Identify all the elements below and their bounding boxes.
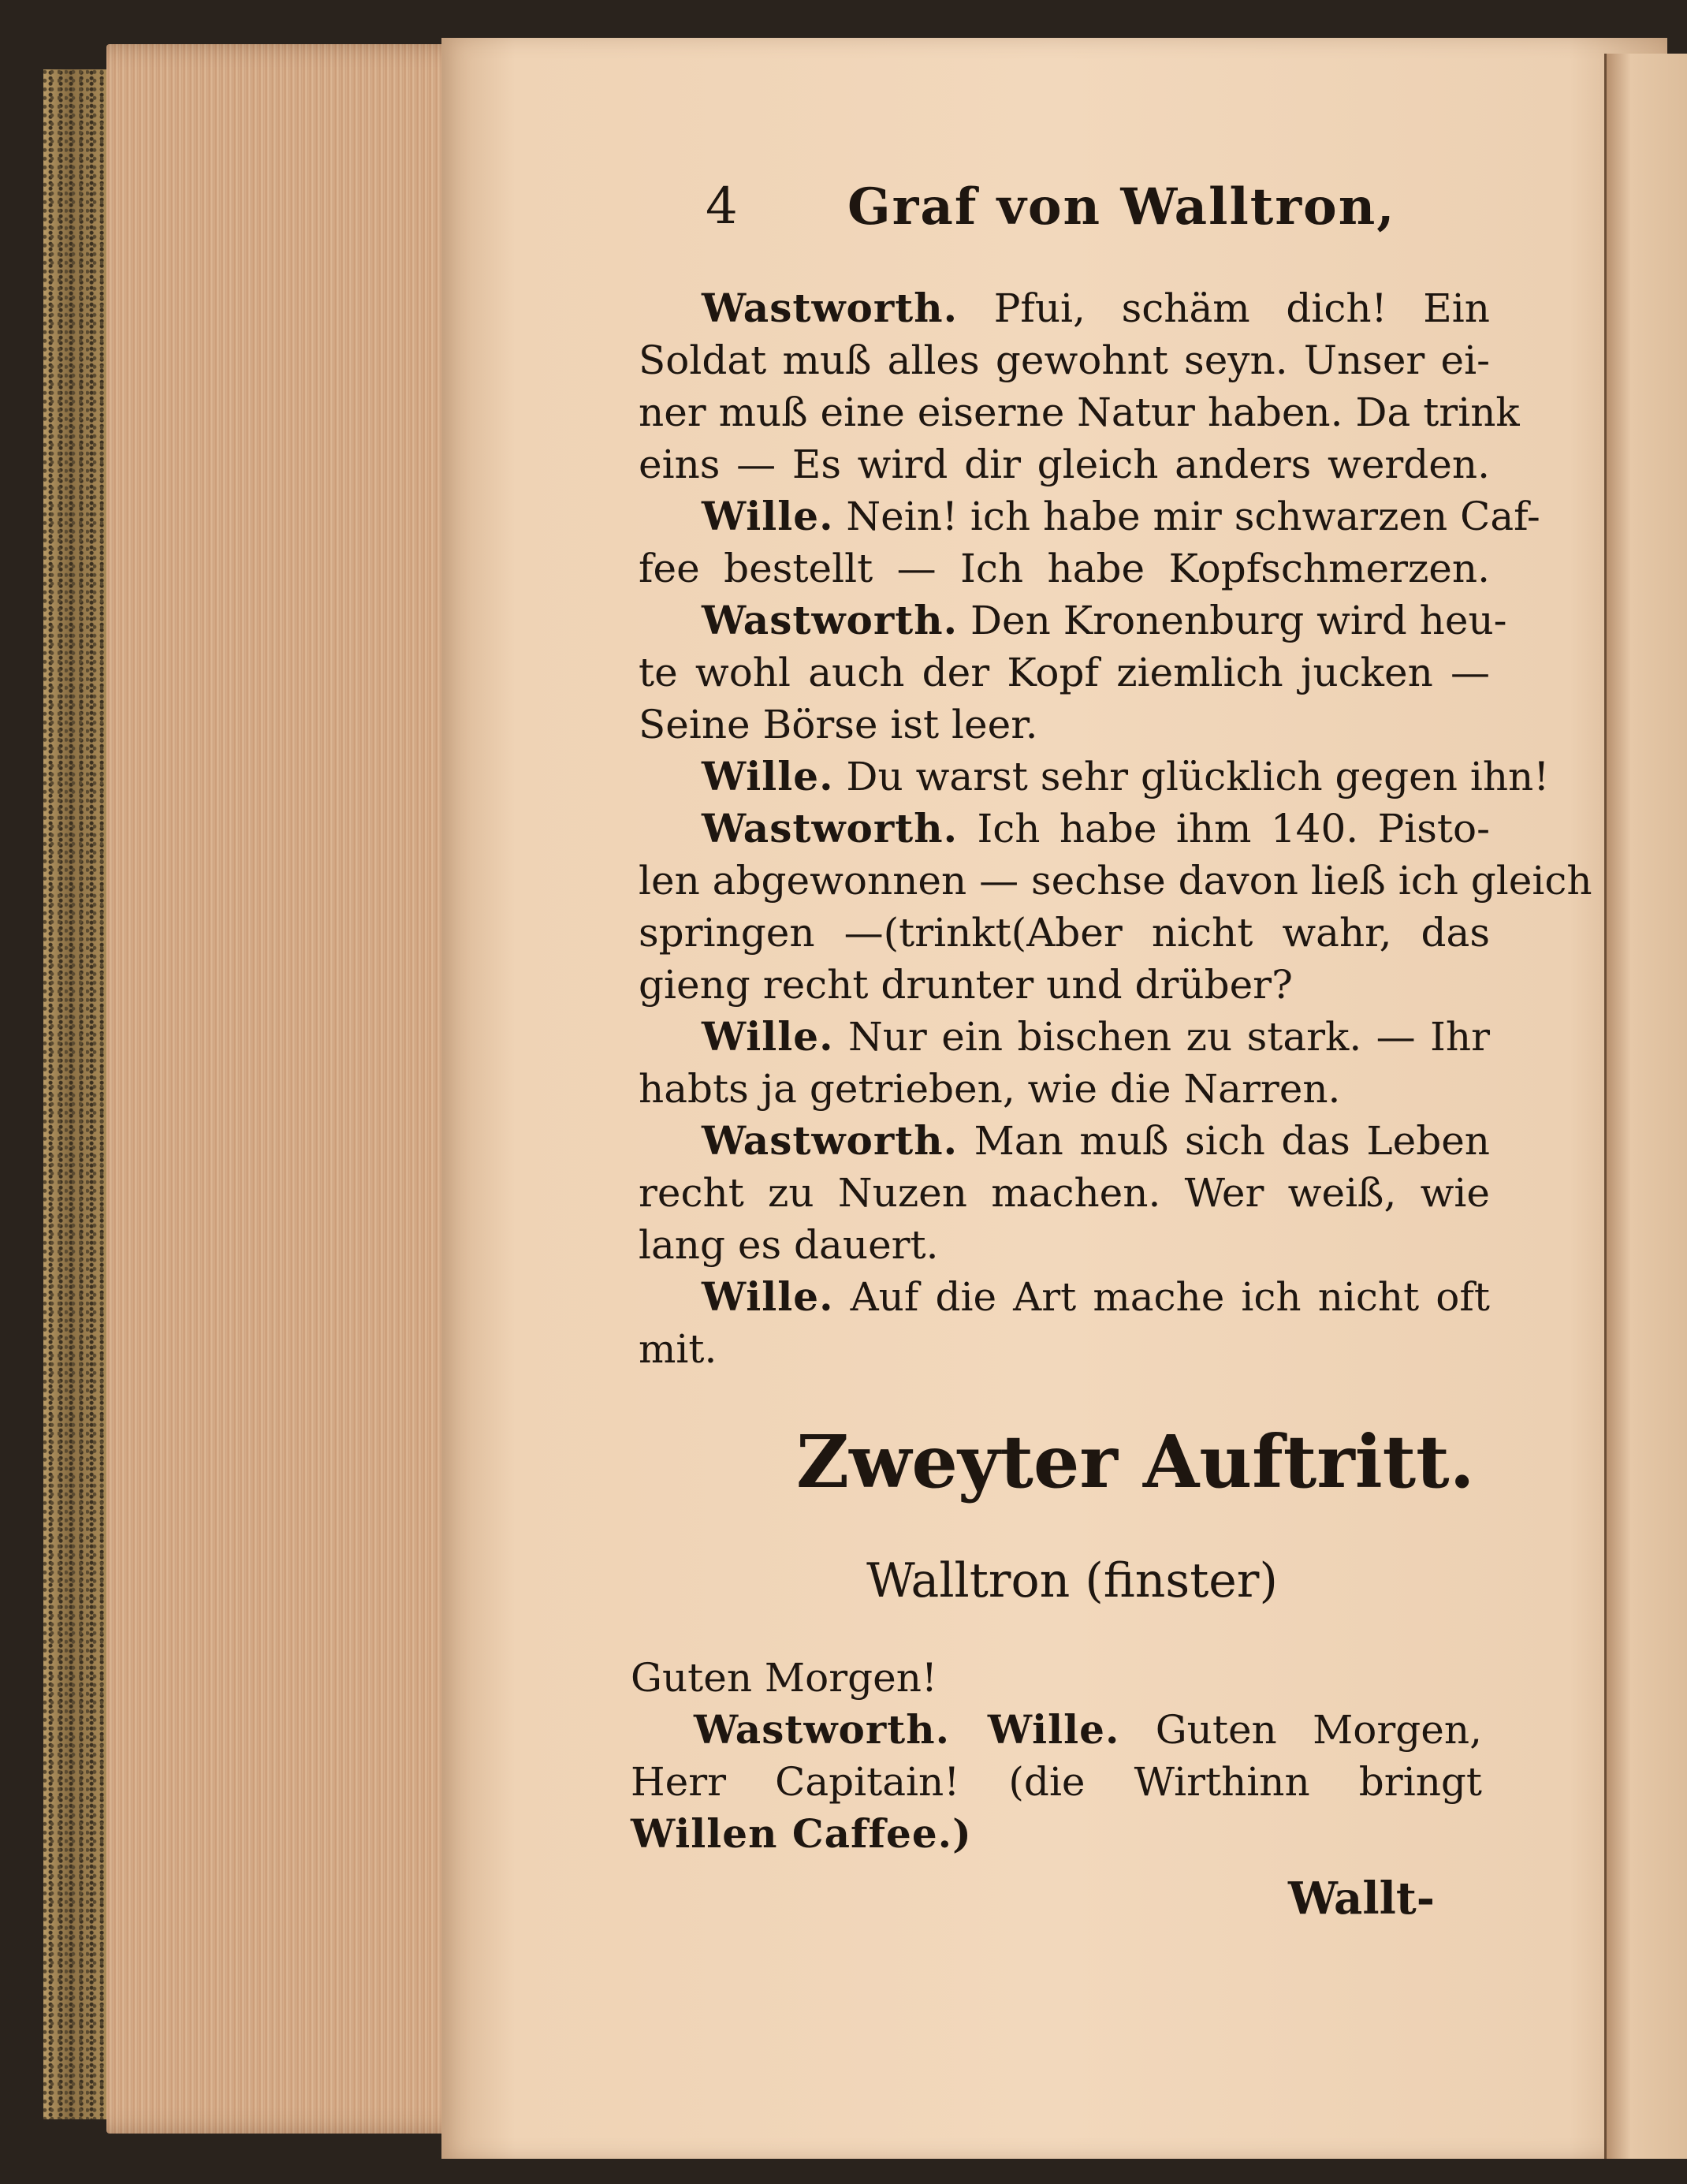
line-text: Pfui, schäm dich! Ein [993, 285, 1490, 331]
speaker-name: Wille. [702, 753, 834, 799]
text-line [639, 1115, 1490, 1167]
text-line [639, 1323, 1490, 1375]
line-text: Guten Morgen, [1155, 1707, 1482, 1753]
line-text: recht zu Nuzen machen. Wer weiß, wie [639, 1170, 1490, 1216]
speaker-name: Wille. [702, 1013, 834, 1060]
closing-dialogue [631, 1652, 1482, 1860]
line-text: springen —(trinkt(Aber nicht wahr, das [639, 910, 1490, 956]
text-line [639, 1063, 1490, 1115]
text-line [639, 386, 1520, 438]
text-line [631, 1704, 1482, 1756]
line-text: Man muß sich das Leben [974, 1118, 1490, 1164]
text-line [639, 699, 1490, 751]
text-line [639, 751, 1550, 803]
speaker-name: Wastworth. [702, 597, 959, 643]
page-number: 4 [706, 177, 738, 236]
text-line [639, 647, 1490, 699]
line-text: Auf die Art mache ich nicht oft [850, 1274, 1490, 1320]
line-text: te wohl auch der Kopf ziemlich jucken — [639, 650, 1490, 695]
text-line [631, 1652, 1482, 1704]
scene-character: Walltron (finster) [866, 1553, 1278, 1608]
line-text: Ich habe ihm 140. Pisto- [977, 806, 1490, 852]
line-text: Soldat muß alles gewohnt seyn. Unser ei- [639, 337, 1490, 383]
line-text: gieng recht drunter und drüber? [639, 962, 1293, 1008]
text-line [631, 1808, 1482, 1860]
dialogue-text [639, 282, 1592, 1375]
speaker-name: Wille. [702, 493, 834, 539]
page-block-edges [106, 44, 485, 2134]
line-text: lang es dauert. [639, 1222, 939, 1268]
text-line [639, 1011, 1490, 1063]
text-line [639, 1271, 1490, 1323]
text-line [639, 803, 1490, 855]
line-text: fee bestellt — Ich habe Kopfschmerzen. [639, 546, 1490, 591]
speaker-name: Wille. [702, 1273, 834, 1320]
speaker-name: Wastworth. [702, 1117, 959, 1164]
line-text: Nein! ich habe mir schwarzen Caf- [846, 494, 1540, 539]
line-text: Herr Capitain! (die Wirthinn bringt [631, 1759, 1482, 1805]
line-text: mit. [639, 1326, 717, 1372]
line-text: Nur ein bischen zu stark. — Ihr [847, 1014, 1490, 1060]
text-line [639, 855, 1592, 907]
text-line [639, 1219, 1490, 1271]
line-text: Den Kronenburg wird heu- [970, 598, 1507, 643]
text-line [639, 594, 1507, 647]
running-title: Graf von Walltron, [847, 177, 1396, 237]
line-text: Du warst sehr glücklich gegen ihn! [846, 754, 1550, 799]
line-text: Seine Börse ist leer. [639, 702, 1038, 747]
text-line [639, 490, 1540, 542]
catchword: Wallt- [1288, 1873, 1435, 1925]
text-line [639, 542, 1490, 594]
speaker-name: Wastworth. Wille. [694, 1706, 1120, 1753]
text-line [639, 282, 1490, 334]
scene-heading: Zweyter Auftritt. [796, 1419, 1475, 1504]
line-text: eins — Es wird dir gleich anders werden. [639, 442, 1490, 487]
text-line [639, 438, 1490, 490]
text-line [639, 1167, 1490, 1219]
text-line [631, 1756, 1482, 1808]
line-text: habts ja getrieben, wie die Narren. [639, 1066, 1341, 1112]
text-line [639, 959, 1490, 1011]
facing-page-edge [1604, 54, 1687, 2159]
line-text: Willen Caffee.) [631, 1810, 972, 1857]
running-head [706, 177, 1396, 240]
text-line [639, 334, 1490, 386]
line-text: len abgewonnen — sechse davon ließ ich gleich [639, 858, 1592, 904]
speaker-name: Wastworth. [702, 285, 959, 331]
text-line [639, 907, 1490, 959]
line-text: Guten Morgen! [631, 1655, 938, 1701]
line-text: ner muß eine eiserne Natur haben. Da trink [639, 389, 1520, 435]
book-cover-edge [43, 69, 108, 2119]
speaker-name: Wastworth. [702, 805, 959, 852]
